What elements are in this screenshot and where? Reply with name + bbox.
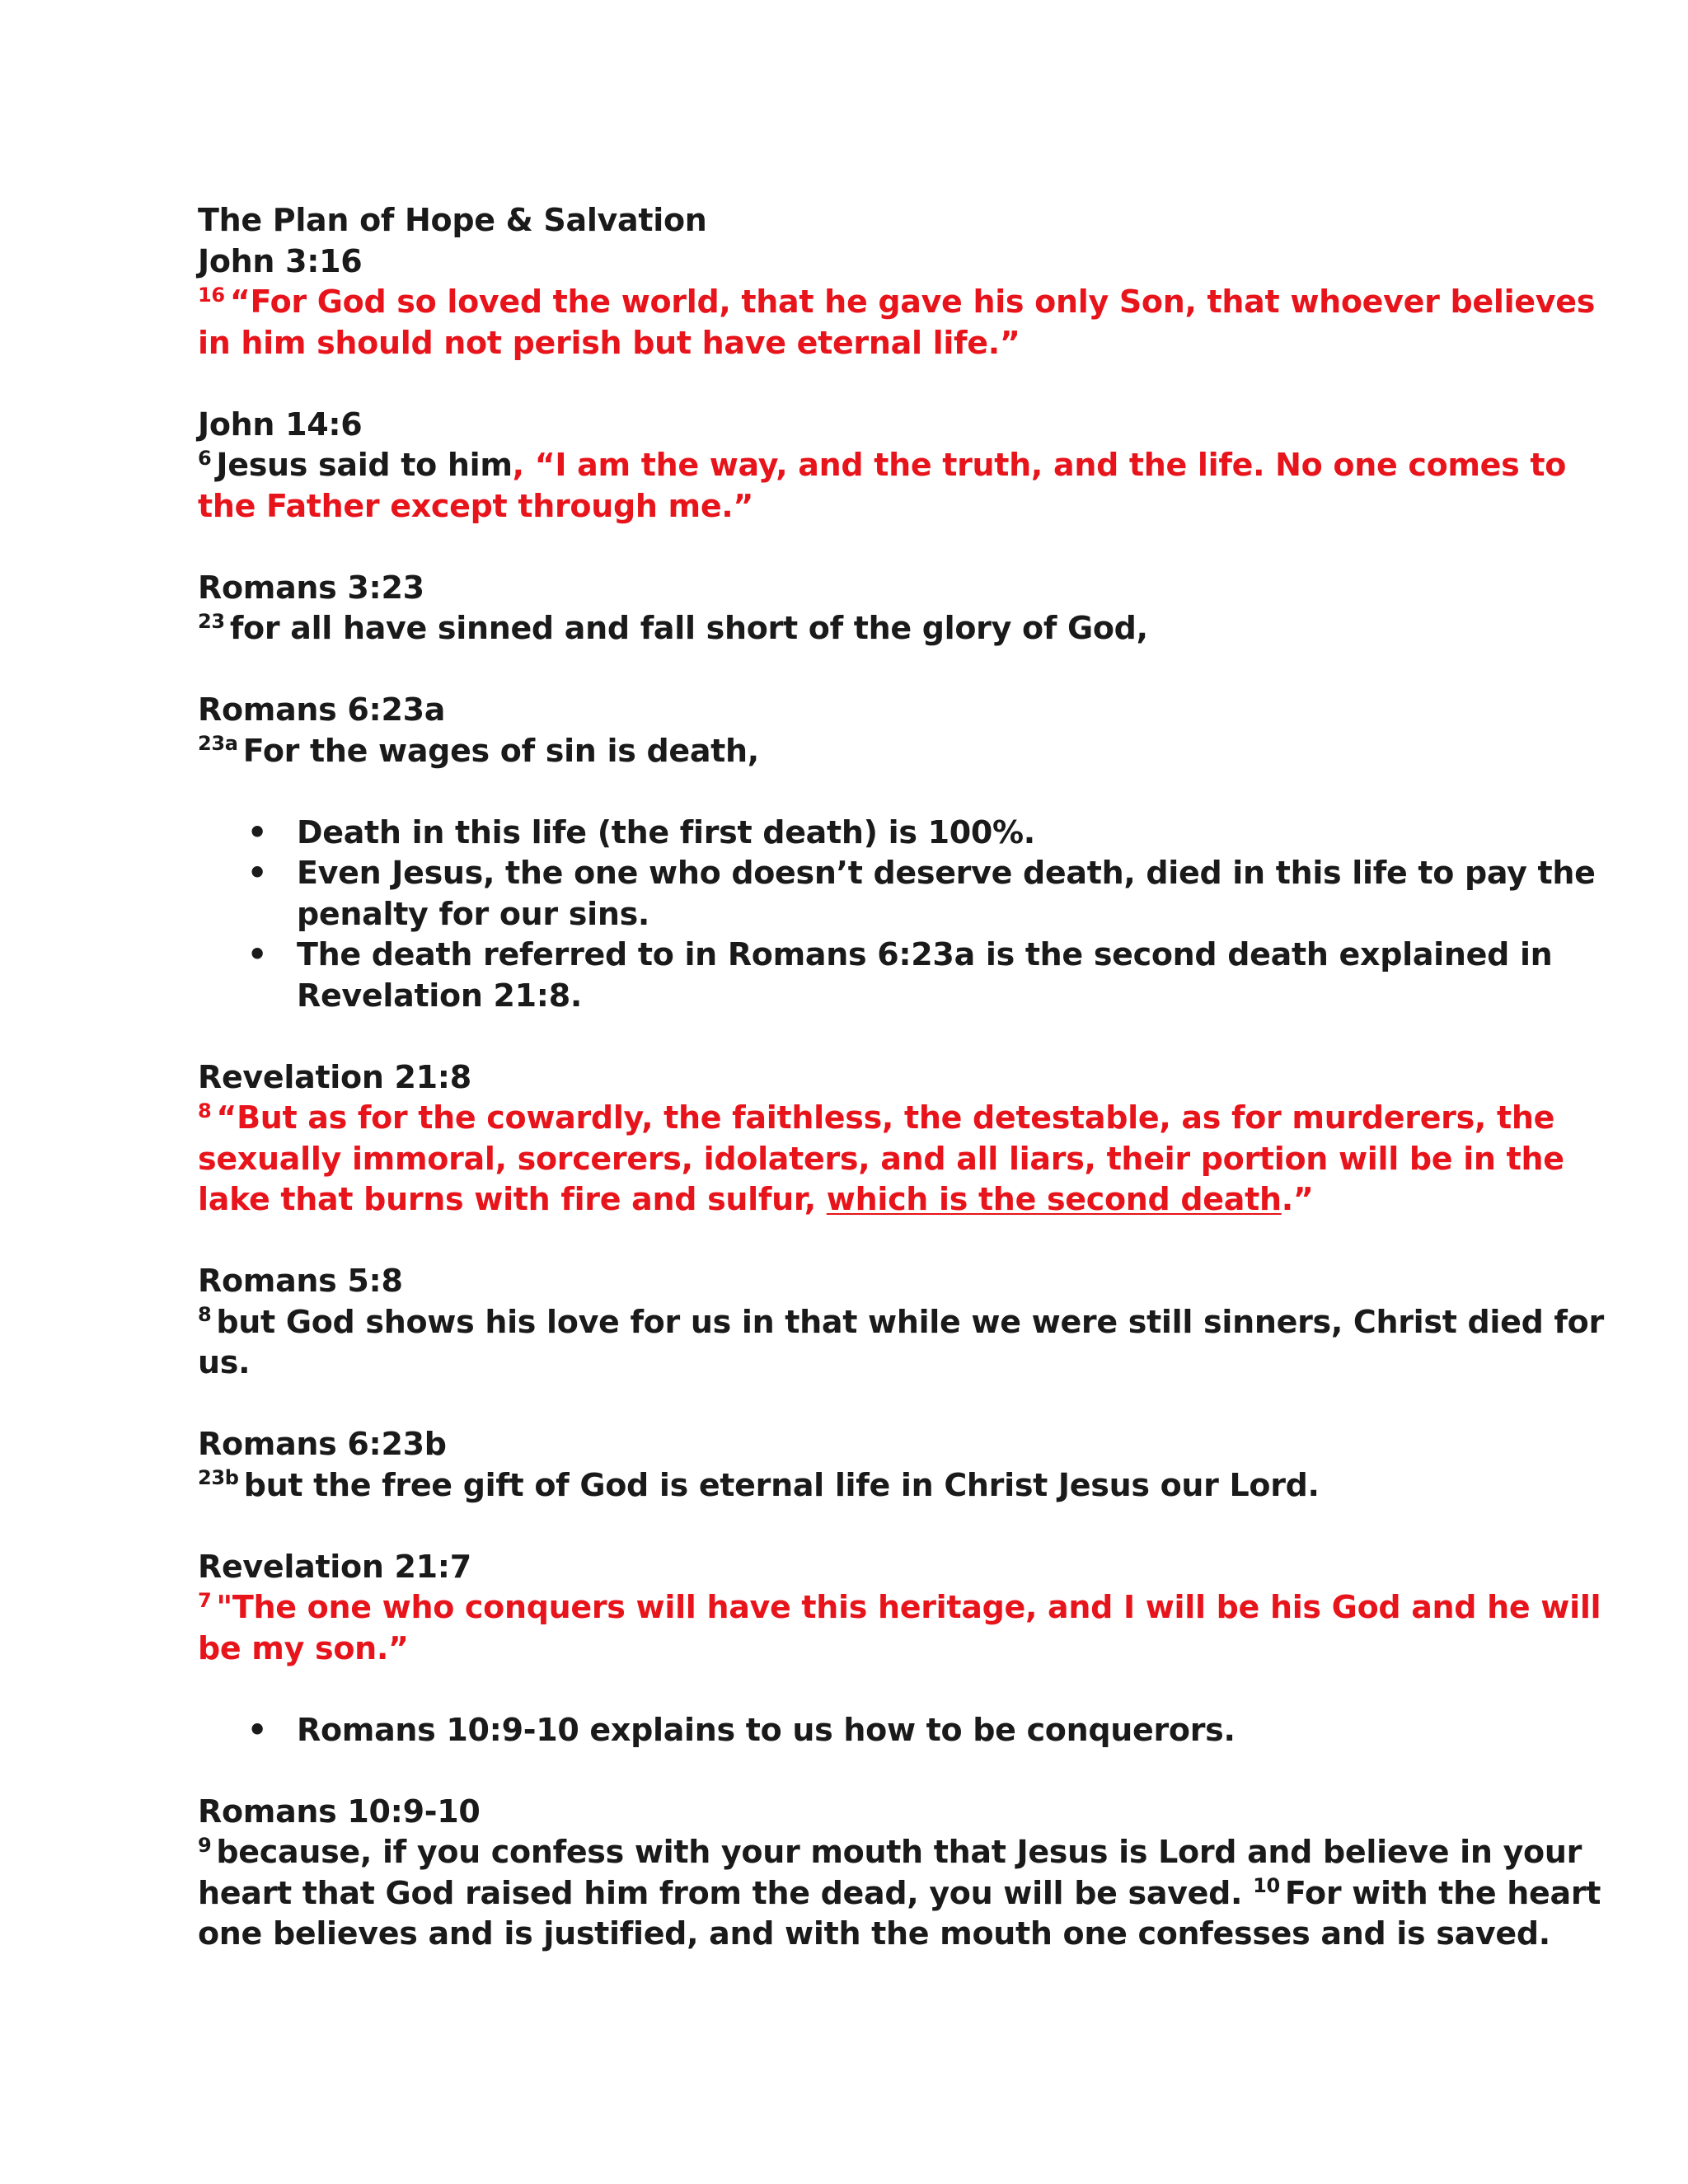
verse-reference: Romans 3:23: [198, 569, 424, 606]
bullet-icon: •: [247, 813, 267, 851]
bullet-icon: •: [247, 936, 267, 972]
spacer: [198, 1750, 1500, 1792]
verse-reference: John 14:6: [198, 405, 363, 443]
spacer: [198, 363, 1500, 405]
verse-reference: Romans 6:23a: [198, 691, 446, 728]
spacer: [198, 1669, 1500, 1710]
verse-text: [198, 1832, 1582, 1873]
spacer: [198, 771, 1500, 813]
bullet-list: [198, 1710, 1500, 1751]
verse-number: 7: [198, 1588, 212, 1612]
list-item-text: Even Jesus, the one who doesn’t deserve death, died in this life to pay the: [297, 855, 1596, 891]
verse-number: 23b: [198, 1466, 239, 1490]
verse-text-quote: , “I am the way, and the truth, and the life. No one comes to: [512, 447, 1567, 483]
list-item: [198, 1710, 1500, 1751]
verse-text-line: be my son.”: [198, 1629, 409, 1666]
verse-number: 8: [198, 1099, 212, 1122]
verse-reference: Revelation 21:8: [198, 1058, 471, 1095]
verse-text-line: sexually immoral, sorcerers, idolaters, and all liars, their portion will be in the: [198, 1140, 1564, 1177]
verse-text-segment: .”: [1281, 1181, 1314, 1217]
verse-text: [198, 1098, 1555, 1139]
spacer: [198, 527, 1500, 568]
verse-number: 6: [198, 446, 212, 470]
list-item-text: Revelation 21:8.: [297, 977, 582, 1014]
verse-text-line: but God shows his love for us in that while we were still sinners, Christ died for: [216, 1303, 1604, 1340]
verse-text-line: in him should not perish but have eternal life.”: [198, 324, 1020, 361]
list-item: [198, 935, 1553, 1016]
verse-text-line: [198, 1179, 1500, 1221]
verse-reference: Romans 10:9-10: [198, 1793, 481, 1830]
verse-reference: Revelation 21:7: [198, 1548, 471, 1585]
verse-text-line: "The one who conquers will have this heritage, and I will be his God and he will: [216, 1589, 1601, 1625]
verse-text-line: “For God so loved the world, that he gave his only Son, that whoever believes: [229, 284, 1596, 320]
verse-text-segment: For with the heart: [1284, 1874, 1601, 1911]
document-page: [198, 200, 1604, 1955]
verse-text-line: us.: [198, 1344, 251, 1380]
list-item-text: Romans 10:9-10 explains to us how to be conquerors.: [297, 1711, 1236, 1748]
list-item-text: penalty for our sins.: [297, 895, 650, 932]
verse-text-segment: heart that God raised him from the dead, you will be saved.: [198, 1874, 1254, 1911]
verse-text: [198, 282, 1596, 323]
verse-text-line: for all have sinned and fall short of the glory of God,: [229, 610, 1148, 646]
verse-text-line: For the wages of sin is death,: [242, 732, 759, 769]
verse-text-line: because, if you confess with your mouth that Jesus is Lord and believe in your: [216, 1834, 1582, 1870]
verse-number: 23a: [198, 732, 238, 756]
verse-text-narration: Jesus said to him: [216, 447, 513, 483]
verse-text: [198, 731, 1500, 772]
list-item: [198, 813, 1500, 854]
verse-text-line: the Father except through me.”: [198, 487, 754, 524]
verse-number: 23: [198, 609, 225, 633]
spacer: [198, 1384, 1500, 1425]
list-item: [198, 853, 1596, 935]
verse-number: 8: [198, 1303, 212, 1327]
verse-text: [198, 1465, 1500, 1507]
page-title: The Plan of Hope & Salvation: [198, 202, 707, 238]
verse-text-segment: lake that burns with fire and sulfur,: [198, 1181, 827, 1217]
verse-text-line: but the free gift of God is eternal life in Christ Jesus our Lord.: [243, 1466, 1320, 1503]
spacer: [198, 1506, 1500, 1547]
verse-text-line: “But as for the cowardly, the faithless, the detestable, as for murderers, the: [216, 1099, 1555, 1136]
spacer: [198, 1221, 1500, 1262]
underlined-phrase: which is the second death: [826, 1181, 1282, 1217]
list-item-text: The death referred to in Romans 6:23a is the second death explained in: [297, 936, 1553, 972]
verse-reference: John 3:16: [198, 242, 363, 279]
verse-text: [198, 608, 1500, 649]
verse-reference: Romans 5:8: [198, 1263, 403, 1299]
list-item-text: Death in this life (the first death) is 100%.: [297, 813, 1035, 851]
verse-text-line: [198, 1873, 1601, 1915]
bullet-icon: •: [247, 1711, 267, 1748]
verse-reference: Romans 6:23b: [198, 1426, 447, 1462]
verse-number: 9: [198, 1833, 212, 1857]
verse-text-line: one believes and is justified, and with the mouth one confesses and is saved.: [198, 1915, 1550, 1952]
spacer: [198, 1016, 1500, 1057]
spacer: [198, 649, 1500, 691]
bullet-icon: •: [247, 855, 267, 891]
bullet-list: [198, 813, 1596, 1017]
verse-number: 10: [1253, 1874, 1280, 1898]
verse-text: [198, 1587, 1601, 1629]
verse-text: [198, 445, 1567, 486]
verse-text: [198, 1302, 1604, 1343]
verse-number: 16: [198, 283, 225, 307]
